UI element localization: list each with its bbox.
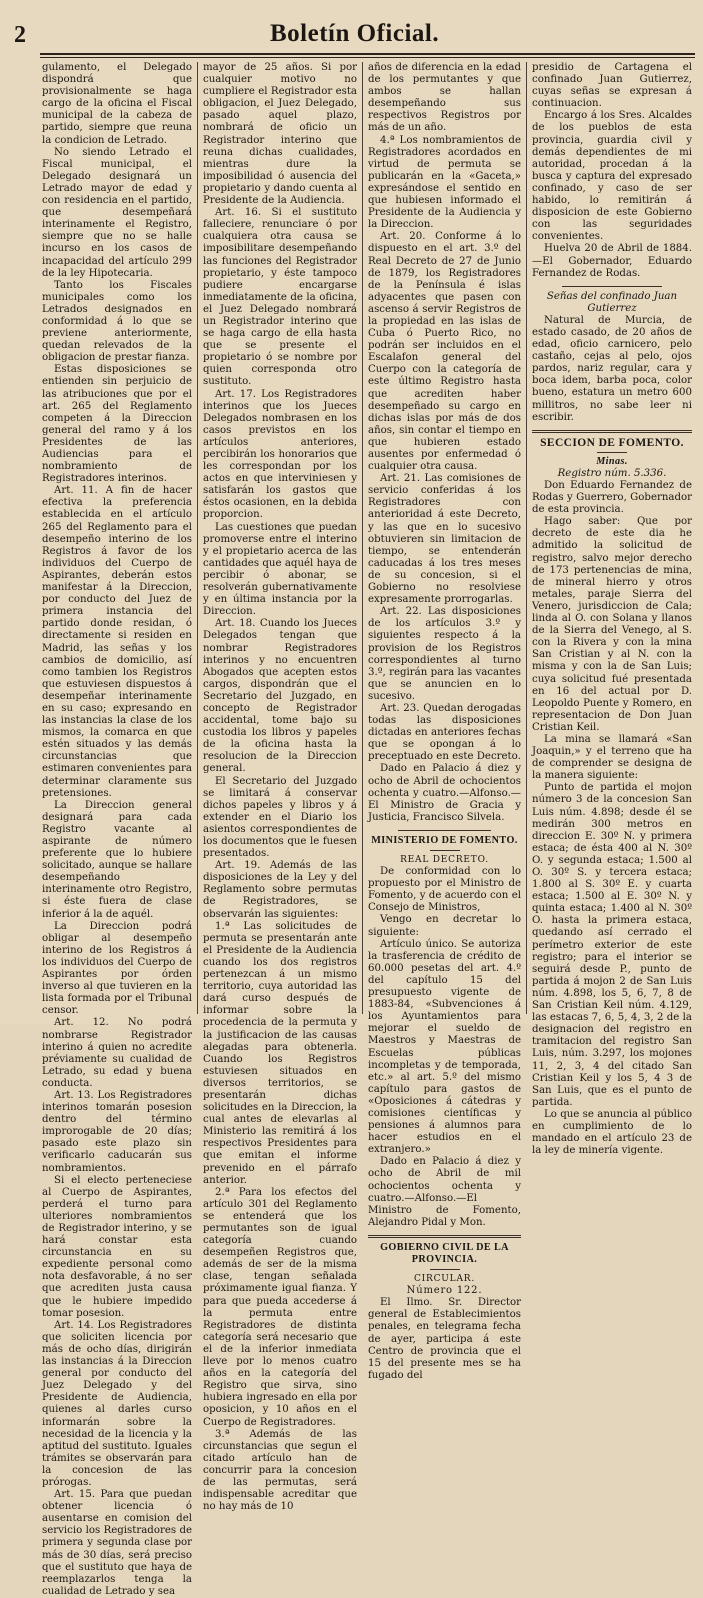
column-3 (368, 62, 521, 1381)
decree-dated: Dado en Palacio á diez y ocho de Abril de ochocientos ochenta y cuatro.—Alfonso.—El Ministro de Gracia y Justicia, Francisco Silvela. (368, 763, 521, 823)
column-1 (42, 62, 192, 1597)
paragraph: Si el electo perteneciese al Cuerpo de Aspirantes, perderá el turno para ulteriores nombramientos de Registrador interino, y se hará constar esta circunstancia en su expediente personal como nota desfavorable, á no ser que acrediten justa causa que le hubiere impedido tomar posesion. (42, 1174, 192, 1319)
divider (562, 286, 662, 287)
paragraph: Art. 17. Los Registradores interinos que los Jueces Delegados nombrasen en los casos previstos en los artículos anteriores, percibirán los honorarios que les correspondan por los actos en que interviniesen y satisfarán los gastos que éstos ocasionen, en la debida proporcion. (203, 388, 357, 521)
paragraph: años de diferencia en la edad de los permutantes y que ambos se hallan desempeñando sus respectivos Registros por más de un año. (368, 62, 521, 134)
paragraph: Punto de partida el mojon número 3 de la concesion San Luis núm. 4.898; desde él se medirán 300 metros en direccion E. 30º N. y primera estaca; de ésta 400 al N. 30º O. y segunda estaca; 1.500 al O. 30º S. y tercera estaca; 1.800 al S. 30º E. y cuarta estaca; 1.500 al E. 30º N. y quinta estaca; 1.400 al N. 30º O. hasta la primera estaca, quedando así cerrado el perímetro exterior de este registro; para el interior se seguirá desde P., punto de partida á mojon 2 de San Luis núm. 4.898, los 5, 6, 7, 8 de San Cristian Keil núm. 4.129, las estacas 7, 6, 5, 4, 3, 2 de la designacion del registro en tramitacion del registro San Luis, núm. 3.297, los mojones 11, 2, 3, 4 del citado San Cristian Keil y los 5, 4 3 de San Luis, que es el punto de partida. (532, 782, 692, 1108)
paragraph: Art. 16. Si el sustituto falleciere, renunciare ó por cualquiera otra causa se imposibilitare desempeñando las funciones del Registrador propietario, y éste tampoco pudiere encargarse inmediatamente de la oficina, el Juez Delegado nombrará un Registrador interino que se haga cargo de ella hasta que se presente el propietario ó se nombre por quien corresponda otro sustituto. (203, 207, 357, 388)
paragraph: Estas disposiciones se entienden sin perjuicio de las atribuciones que por el art. 265 del Reglamento competen á la Direccion general del ramo y á los Presidentes de las Audiencias para el nombramiento de Registradores interinos. (42, 364, 192, 485)
column-divider (197, 62, 198, 1014)
section-rule-double (368, 1235, 521, 1238)
column-divider (526, 62, 527, 1014)
paragraph: Art. 12. No podrá nombrarse Registrador interino á quien no acredite préviamente su cualidad de Letrado, su edad y buena conducta. (42, 1017, 192, 1089)
circular-number: Número 122. (406, 1285, 483, 1297)
column-divider (362, 62, 363, 1014)
government-heading: GOBIERNO CIVIL DE LA PROVINCIA. (380, 1241, 509, 1265)
paragraph: Las cuestiones que puedan promoverse entre el interino y el propietario acerca de las cantidades que aquél haya de percibir ó abonar, se resolverán gubernativamente y en última instancia por la Direccion. (203, 521, 357, 618)
column-4 (532, 62, 692, 1157)
paragraph: presidio de Cartagena el confinado Juan Gutierrez, cuyas señas se expresan á continuacion. (532, 62, 692, 110)
paragraph: De conformidad con lo propuesto por el Ministro de Fomento, y de acuerdo con el Consejo de Ministros, (368, 866, 521, 914)
paragraph: Vengo en decretar lo siguiente: (368, 914, 521, 938)
paragraph: Art. 13. Los Registradores interinos tomarán posesion dentro del término improrogable de 20 días; pasado este plazo sin verificarlo caducarán sus nombramientos. (42, 1089, 192, 1174)
section-rule (398, 830, 491, 831)
features-title: Señas del confinado Juan Gutierrez (546, 290, 678, 314)
paragraph: La mina se llamará «San Joaquin,» y el terreno que ha de comprender se designa de la manera siguiente: (532, 733, 692, 782)
paragraph: Dado en Palacio á diez y ocho de Abril de mil ochocientos ochenta y cuatro.—Alfonso.—El Ministro de Fomento, Alejandro Pidal y Mon. (368, 1156, 521, 1228)
paragraph: Lo que se anuncia al público en cumplimiento de lo mandado en el artículo 23 de la ley de minería vigente. (532, 1108, 692, 1157)
paragraph: Art. 18. Cuando los Jueces Delegados tengan que nombrar Registradores interinos y no encuentren Abogados que acepten estos cargos, dispondrán que el Secretario del Juzgado, en concepto de Registrador accidental, tome bajo su custodia los libros y papeles de la oficina hasta la resolucion de la Direccion general. (203, 618, 357, 775)
paragraph: Art. 22. Las disposiciones de los artículos 3.º y siguientes respecto á la provision de los Registros correspondientes al turno 3.º, regirán para las vacantes que se anuncien en lo sucesivo. (368, 606, 521, 702)
header-rule (40, 53, 695, 55)
ministry-heading: MINISTERIO DE FOMENTO. (371, 834, 518, 846)
paragraph: Tanto los Fiscales municipales como los Letrados designados en conformidad á lo que se previene anteriormente, quedan relevados de la obligacion de prestar fianza. (42, 279, 192, 364)
paragraph: Encargo á los Sres. Alcaldes de los pueblos de esta provincia, guardia civil y demás dependientes de mi autoridad, procedan á la busca y captura del expresado confinado, y caso de ser habido, lo remitirán á disposicion de este Gobierno con las seguridades convenientes. (532, 110, 692, 243)
paragraph: Art. 20. Conforme á lo dispuesto en el art. 3.º del Real Decreto de 27 de Junio de 1879, los Registradores de la Península é islas adyacentes que pasen con ascenso á servir Registros de la propiedad en las islas de Cuba ó Puerto Rico, no podrán ser incluidos en el Escalafon general del Cuerpo con la categoría de este último Registro hasta que acrediten haber desempeñado su cargo en dichas islas por más de dos años, sin contar el tiempo en que hubieren estado ausentes por enfermedad ó cualquier otra causa. (368, 231, 521, 473)
page-number: 2 (14, 22, 26, 48)
paragraph: Don Eduardo Fernandez de Rodas y Guerrero, Gobernador de esta provincia. (532, 480, 692, 516)
paragraph: Art. 19. Además de las disposiciones de la Ley y del Reglamento sobre permutas de Registradores, se observarán las siguientes: (203, 860, 357, 920)
mines-heading: Minas. (596, 455, 628, 467)
paragraph: La Direccion general designará para cada Registro vacante al aspirante de número preferente que lo hubiere solicitado, aunque se hallare desempeñando interinamente otro Registro, si éste fuera de clase inferior á la de aquél. (42, 799, 192, 920)
paragraph: No siendo Letrado el Fiscal municipal, el Delegado designará un Letrado mayor de edad y con residencia en el partido, que desempeñará interinamente el Registro, siempre que no se halle incurso en los casos de incapacidad del artículo 299 de la ley Hipotecaria. (42, 146, 192, 279)
short-rule (430, 1269, 460, 1270)
paragraph: Artículo único. Se autoriza la trasferencia de crédito de 60.000 pesetas del art. 4.º del capítulo 15 del presupuesto vigente de 1883-84, «Subvenciones á los Ayuntamientos para mejorar el sueldo de Maestros y Maestras de Escuelas públicas incompletas y de temporada, etc.» al art. 5.º del mismo capítulo para gastos de «Oposiciones á cátedras y comisiones científicas y pensiones á alumnos para hacer estudios en el extranjero.» (368, 938, 521, 1156)
publication-title: Boletín Oficial. (270, 20, 440, 47)
signoff: Huelva 20 de Abril de 1884.—El Gobernador, Eduardo Fernandez de Rodas. (532, 243, 692, 279)
section-rule-double (532, 430, 692, 433)
header-rule-thin (40, 57, 695, 58)
paragraph: Art. 15. Para que puedan obtener licencia ó ausentarse en comision del servicio los Registradores de primera y segunda clase por más de 30 días, será preciso que el sustituto que haya de reemplazarlos tenga la cualidad de Letrado y sea (42, 1489, 192, 1597)
paragraph: El Ilmo. Sr. Director general de Establecimientos penales, en telegrama fecha de ayer, participa á este Centro de provincia que el 15 del presente mes se ha fugado del (368, 1297, 521, 1381)
section-heading: SECCION DE FOMENTO. (540, 436, 684, 449)
paragraph: La Direccion podrá obligar al desempeño interino de los Registros á los individuos del Cuerpo de Aspirantes por órden inverso al que tuvieren en la lista formada por el Tribunal censor. (42, 920, 192, 1017)
paragraph: 4.ª Los nombramientos de Registradores acordados en virtud de permuta se publicarán en la «Gaceta,» expresándose el sentido en que hubiesen informado el Presidente de la Audiencia y la Direccion. (368, 134, 521, 231)
decree-heading: REAL DECRETO. (400, 855, 489, 865)
short-rule (597, 452, 627, 453)
paragraph: gulamento, el Delegado dispondrá que provisionalmente se haga cargo de la oficina el Fiscal municipal de la cabeza de partido, siempre que reuna la condicion de Letrado. (42, 62, 192, 146)
registry-number: Registro núm. 5.336. (557, 467, 667, 479)
paragraph: Natural de Murcia, de estado casado, de 20 años de edad, oficio carnicero, pelo castaño, cejas al pelo, ojos pardos, nariz regular, cara y boca idem, barba poca, color bueno, estatura un metro 600 millitros, no sabe leer ni escribir. (532, 314, 692, 423)
paragraph: 3.ª Además de las circunstancias que segun el citado artículo han de concurrir para la concesion de las permutas, será indispensable acreditar que no hay más de 10 (203, 1428, 357, 1513)
paragraph: El Secretario del Juzgado se limitará á conservar dichos papeles y libros y á extender en el Diario los asientos correspondientes de los documentos que le fuesen presentados. (203, 775, 357, 860)
paragraph: Art. 21. Las comisiones de servicio conferidas á los Registradores con anterioridad á este Decreto, y las que en lo sucesivo obtuvieren sin limitacion de tiempo, se entenderán caducadas á los tres meses de su concesion, si el Gobierno no resolviese expresamente prorrogarlas. (368, 473, 521, 606)
paragraph: Art. 11. A fin de hacer efectiva la preferencia establecida en el artículo 265 del Reglamento para el desempeño interino de los Registros á favor de los individuos del Cuerpo de Aspirantes, deberán estos manifestar á la Direccion, por conducto del Juez de primera instancia del partido donde residan, ó directamente si residen en Madrid, las señas y los cambios de domicilio, así como tambien los Registros que estuviesen dispuestos á desempeñar interinamente en su caso; expresando en las instancias la clase de los mismos, la comarca en que estén situados y las demás circunstancias que estimaren convenientes para determinar claramente sus pretensiones. (42, 485, 192, 799)
circular-heading: CIRCULAR. (413, 1274, 475, 1285)
column-2 (203, 62, 357, 1513)
paragraph: 2.ª Para los efectos del artículo 301 del Reglamento se entenderá que los permutantes son de igual categoría cuando desempeñen Registros que, además de ser de la misma clase, tengan señalada próximamente igual fianza. Y para que pueda accederse á la permuta entre Registradores de distinta categoría será necesario que el de la inferior inmediata lleve por lo menos cuatro años en la categoría del Registro que sirva, sino hubiera ingresado en ella por oposicion, y 10 años en el Cuerpo de Registradores. (203, 1186, 357, 1428)
paragraph: Art. 23. Quedan derogadas todas las disposiciones dictadas en anteriores fechas que se opongan á lo preceptuado en este Decreto. (368, 702, 521, 763)
paragraph: Hago saber: Que por decreto de este dia he admitido la solicitud de registro, salvo mejor derecho de 173 pertenencias de mina, de mineral hierro y otros metales, paraje Sierra del Venero, jurisdiccion de Cala; linda al O. con Solana y llanos de la Sierra del Venego, al S. con la Rivera y con la mina San Cristian y al N. con la misma y con la de San Luis; cuya solicitud fué presentada en 16 del actual por D. Leopoldo Puente y Romero, en representacion de Don Juan Cristian Keil. (532, 516, 692, 733)
paragraph: Art. 14. Los Registradores que soliciten licencia por más de ocho días, dirigirán las instancias á la Direccion general por conducto del Juez Delegado y del Presidente de Audiencia, quienes al darles curso informarán sobre la necesidad de la licencia y la aptitud del sustituto. Iguales trámites se observarán para la concesion de las prórogas. (42, 1319, 192, 1488)
paragraph: mayor de 25 años. Si por cualquier motivo no cumpliere el Registrador esta obligacion, el Juez Delegado, pasado aquel plazo, nombrará de oficio un Registrador interino que reuna dichas cualidades, mientras dure la imposibilidad ó ausencia del propietario y dando cuenta al Presidente de la Audiencia. (203, 62, 357, 207)
short-rule (430, 850, 460, 851)
paragraph: 1.ª Las solicitudes de permuta se presentarán ante el Presidente de la Audiencia cuando los dos registros pertenezcan á un mismo territorio, cuya autoridad las dará curso después de informar sobre la procedencia de la permuta y la justificacion de las causas alegadas para obtenerla. Cuando los Registros estuviesen situados en diversos territorios, se presentarán dichas solicitudes en la Direccion, la cual antes de elevarlas al Ministerio las remitirá á los respectivos Presidentes para que emitan el informe prevenido en el párrafo anterior. (203, 920, 357, 1186)
